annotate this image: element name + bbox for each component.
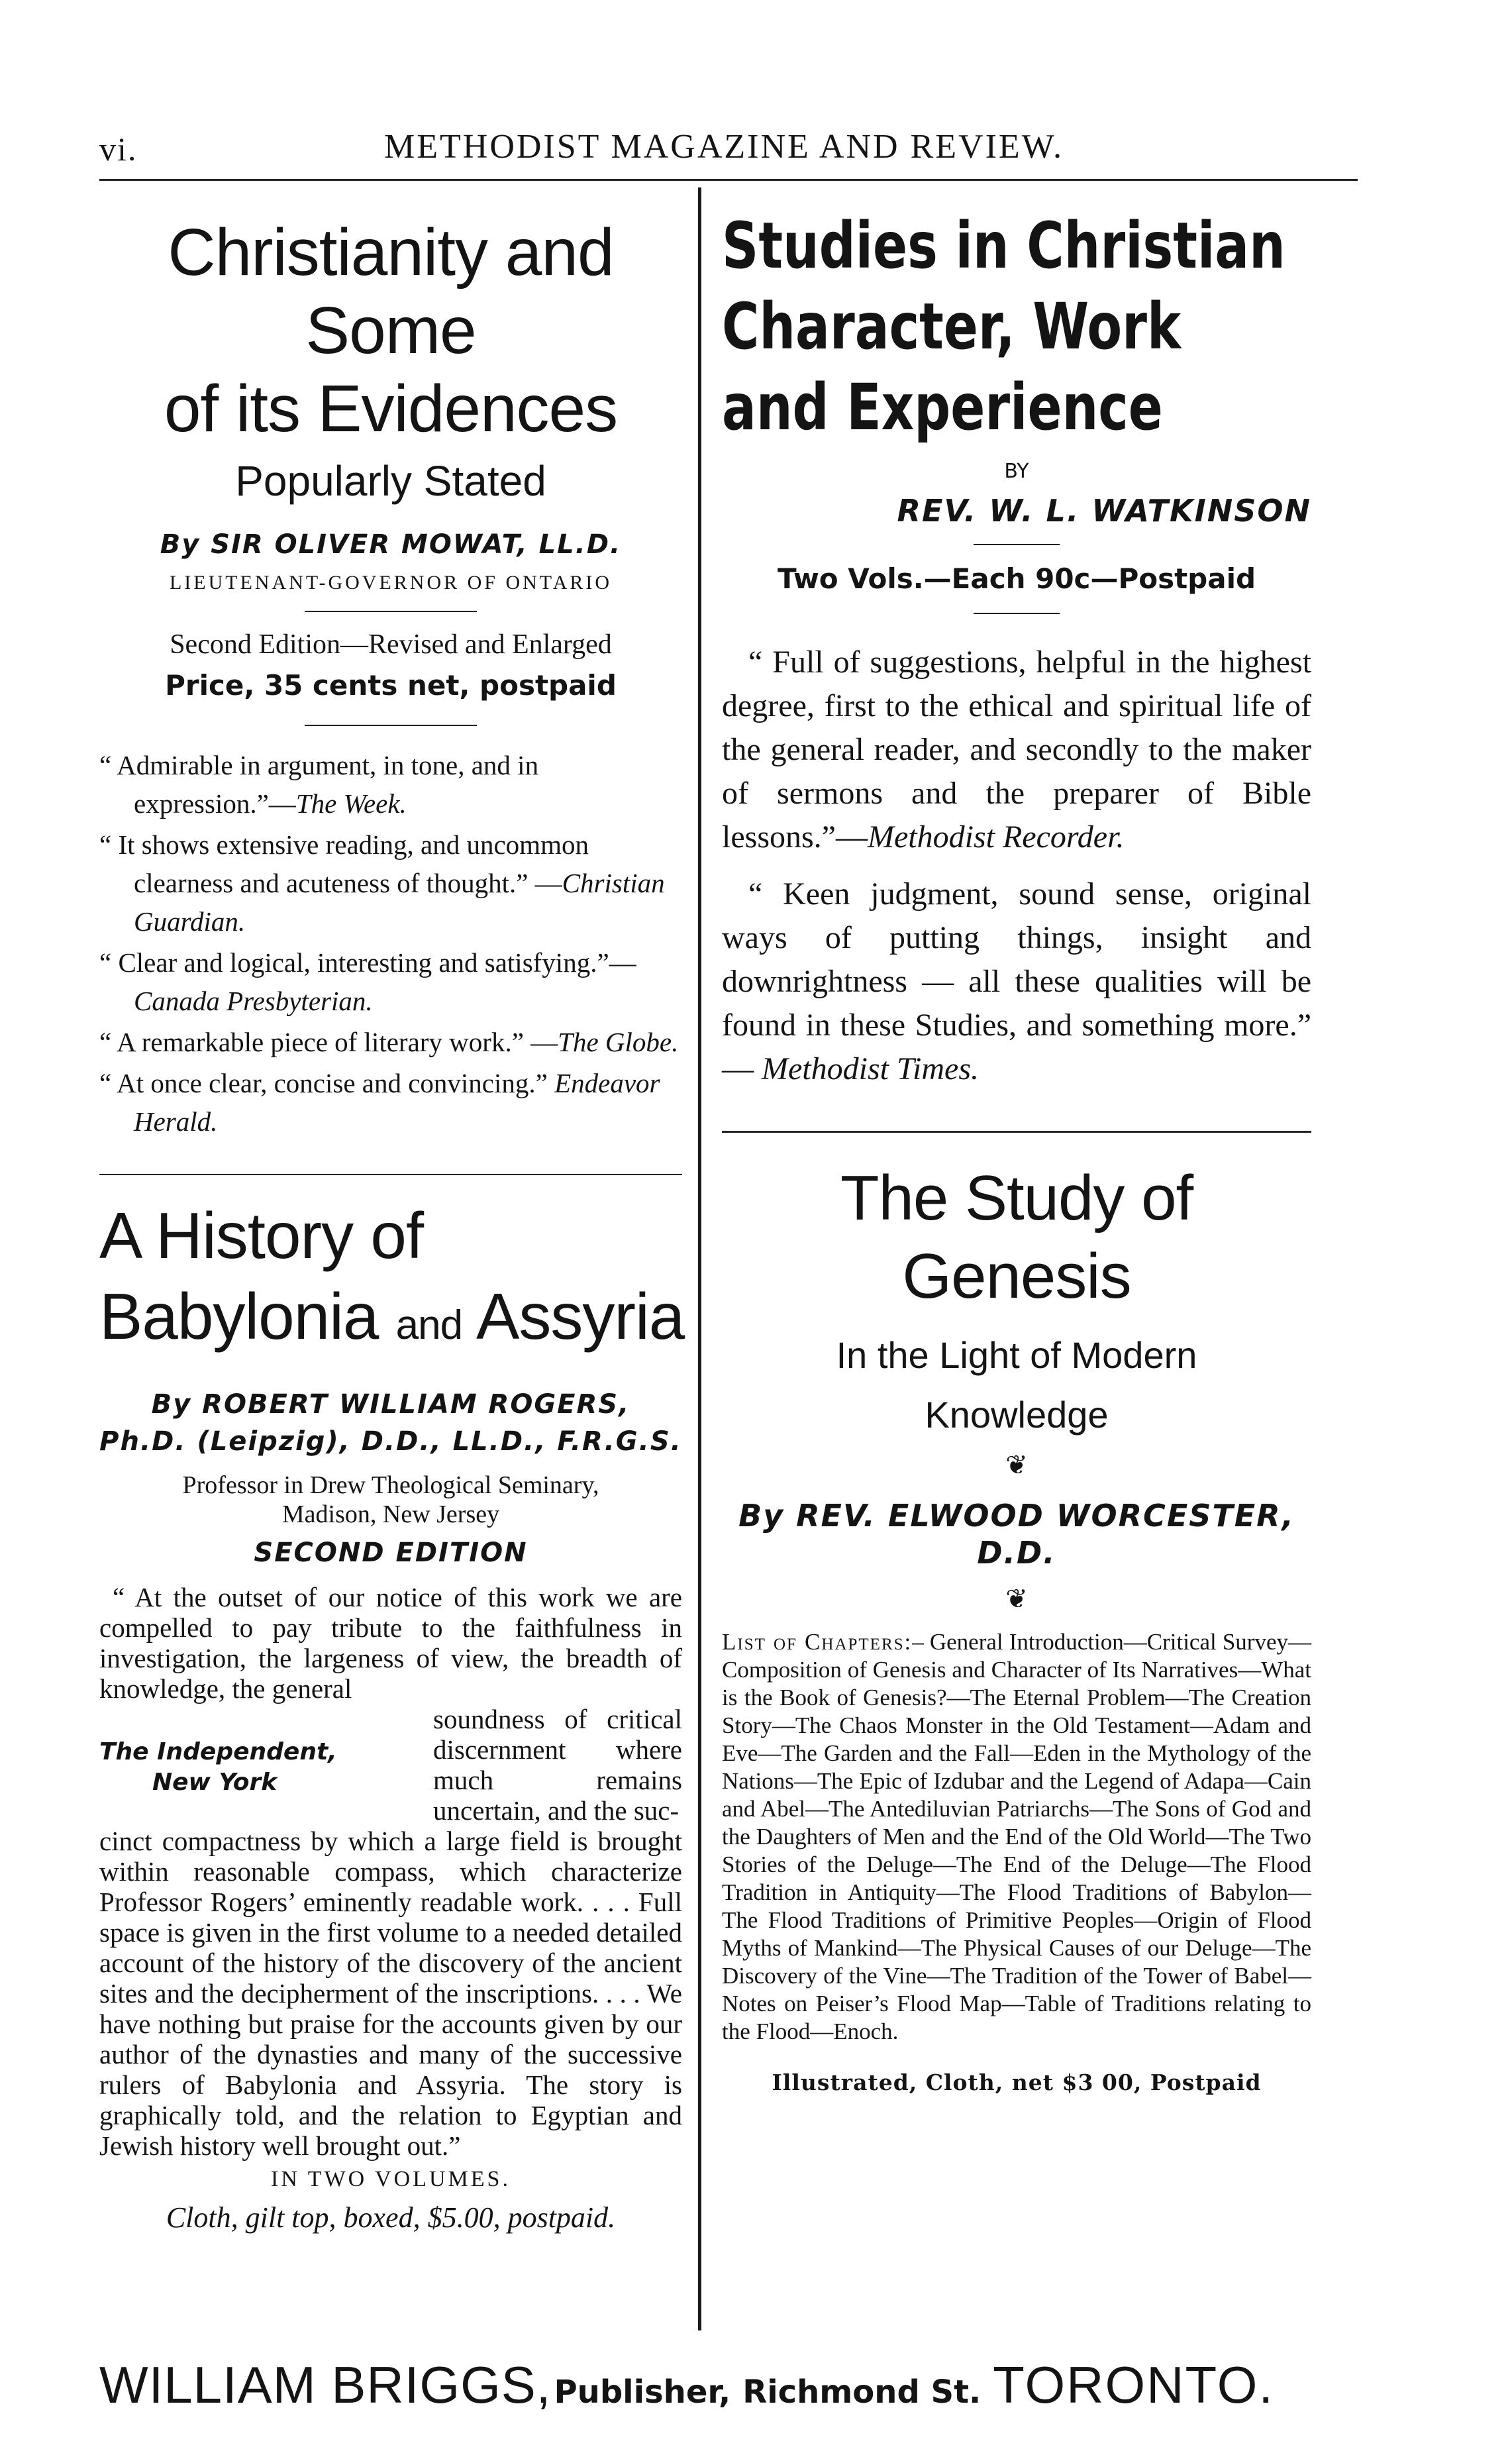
review-text: “ At the outset of our notice of this work we are compelled to pay tribute to the faithfulness in investigation, the largeness of view, the breadth of knowledge, the general <box>99 1582 682 1704</box>
running-head: METHODIST MAGAZINE AND REVIEW. <box>384 128 1064 166</box>
review-source: The Independent, New York <box>99 1738 337 1796</box>
ad-title-line-3: and Experience <box>722 370 1163 444</box>
right-column <box>722 205 1311 2095</box>
chapter-list: List of Chapters:– General Introduction—Critical Survey—Composition of Genesis and Character of Its Narratives—What is the Book of Genesis?—The Eternal Problem—The Creation Story—The Chaos Monster in the Old Testament—Adam and Eve—The Garden and the Fall—Eden in the Mythology of the Nations—The Epic of Izdubar and the Legend of Adapa—Cain and Abel—The Antediluvian Patriarchs—The Sons of God and the Daughters of Men and the End of the Old World—The Two Stories of the Deluge—The End of the Deluge—The Flood Tradition in Antiquity—The Flood Traditions of Babylon—The Flood Traditions of Primitive Peoples—Origin of Flood Myths of Mankind—The Physical Causes of our Deluge—The Discovery of the Vine—The Tradition of the Tower of Babel—Notes on Peiser’s Flood Map—Table of Traditions relating to the Flood—Enoch. <box>722 1629 1311 2044</box>
price: Price, 35 cents net, postpaid <box>165 669 617 702</box>
header-rule <box>99 179 1358 181</box>
review-quote: “ A remarkable piece of literary work.” —The Globe. <box>99 1027 679 1057</box>
review-quote: “ It shows extensive reading, and uncommon clearness and acuteness of thought.” —Christian Guardian. <box>99 829 665 937</box>
left-column <box>99 205 685 2234</box>
ad-subtitle: Knowledge <box>925 1394 1109 1436</box>
price: Two Vols.—Each 90c—Postpaid <box>777 562 1256 595</box>
edition-note: Second Edition—Revised and Enlarged <box>170 629 612 660</box>
publisher-address: Richmond St. <box>742 2374 982 2411</box>
ad-title-line-2: Babylonia and Assyria <box>99 1280 685 1353</box>
ad-christianity-evidences <box>99 213 682 1141</box>
binding-price: Illustrated, Cloth, net $3 00, Postpaid <box>772 2069 1262 2095</box>
author-position: Professor in Drew Theological Seminary, <box>182 1471 599 1499</box>
ad-subtitle: In the Light of Modern <box>836 1334 1197 1376</box>
ad-title-line-1: Studies in Christian <box>722 209 1285 283</box>
fleuron-icon: ❦ <box>1005 1584 1028 1614</box>
fleuron-icon: ❦ <box>1005 1450 1028 1480</box>
review-quote: “ Full of suggestions, helpful in the highest degree, first to the ethical and spiritual life of the general reader, and secondly to the maker of sermons and the preparer of Bible lessons.”—Methodist Recorder. <box>722 645 1311 855</box>
ad-byline: REV. W. L. WATKINSON <box>897 493 1311 529</box>
divider <box>974 544 1060 545</box>
ad-byline: By REV. ELWOOD WORCESTER, D.D. <box>738 1498 1295 1571</box>
divider <box>305 611 477 612</box>
ad-studies-christian-character <box>722 205 1311 1091</box>
review-quote: “ At once clear, concise and convincing.” Endeavor Herald. <box>99 1068 660 1137</box>
publisher-name: WILLIAM BRIGGS, <box>99 2356 552 2414</box>
ad-byline-credentials: Ph.D. (Leipzig), D.D., LL.D., F.R.G.S. <box>99 1426 682 1457</box>
author-position: LIEUTENANT-GOVERNOR OF ONTARIO <box>169 572 613 594</box>
page-number: vi. <box>99 131 138 168</box>
ad-subtitle: Popularly Stated <box>235 457 546 505</box>
ad-title: The Study of Genesis <box>840 1163 1193 1312</box>
section-divider <box>722 1131 1311 1133</box>
by-label: BY <box>1004 460 1029 483</box>
volumes-note: IN TWO VOLUMES. <box>271 2167 511 2191</box>
divider <box>974 613 1060 614</box>
review-text: cinct compactness by which a large field is brought within reasonable compass, which characterize Professor Rogers’ eminently readable work. . . . Full space is given in the first volume to a needed detailed account of the history of the discovery of the ancient sites and the decipherment of the inscriptions. . . . We have nothing but praise for the accounts given by our author of the dynasties and many of the successive rulers of Babylonia and Assyria. The story is graphically told, and the relation to Egyptian and Jewish history well brought out.” <box>99 1826 682 2161</box>
binding-price: Cloth, gilt top, boxed, $5.00, postpaid. <box>166 2201 616 2234</box>
ad-title-line-2: Character, Work <box>722 289 1182 364</box>
ad-title-line-2: of its Evidences <box>164 372 618 446</box>
divider <box>305 725 477 726</box>
author-position: Madison, New Jersey <box>281 1500 500 1528</box>
ad-study-of-genesis <box>722 1159 1311 2095</box>
review-quote: “ Clear and logical, interesting and satisfying.”—Canada Presbyterian. <box>99 947 636 1016</box>
edition-note: SECOND EDITION <box>254 1538 528 1568</box>
publisher-footer <box>99 2355 1417 2415</box>
ad-title-line-1: Christianity and Some <box>168 215 614 368</box>
ad-byline: By SIR OLIVER MOWAT, LL.D. <box>160 529 622 560</box>
publisher-label: Publisher, <box>554 2374 731 2411</box>
column-divider <box>698 187 701 2330</box>
ad-history-babylonia <box>99 1195 685 2234</box>
review-source-block <box>99 1704 682 1826</box>
ad-title-line-1: A History of <box>99 1199 424 1272</box>
review-text: soundness of critical discernment where much remains uncertain, and the suc- <box>433 1704 682 1826</box>
review-quote: “ Keen judgment, sound sense, original ways of putting things, insight and downrightness — all these qualities will be found in these Studies, and something more.” — Methodist Times. <box>722 876 1311 1086</box>
review-quote: “ Admirable in argument, in tone, and in expression.”—The Week. <box>99 750 539 819</box>
section-divider <box>99 1174 682 1175</box>
publisher-city: TORONTO. <box>993 2356 1275 2414</box>
ad-byline: By ROBERT WILLIAM ROGERS, <box>151 1389 630 1420</box>
